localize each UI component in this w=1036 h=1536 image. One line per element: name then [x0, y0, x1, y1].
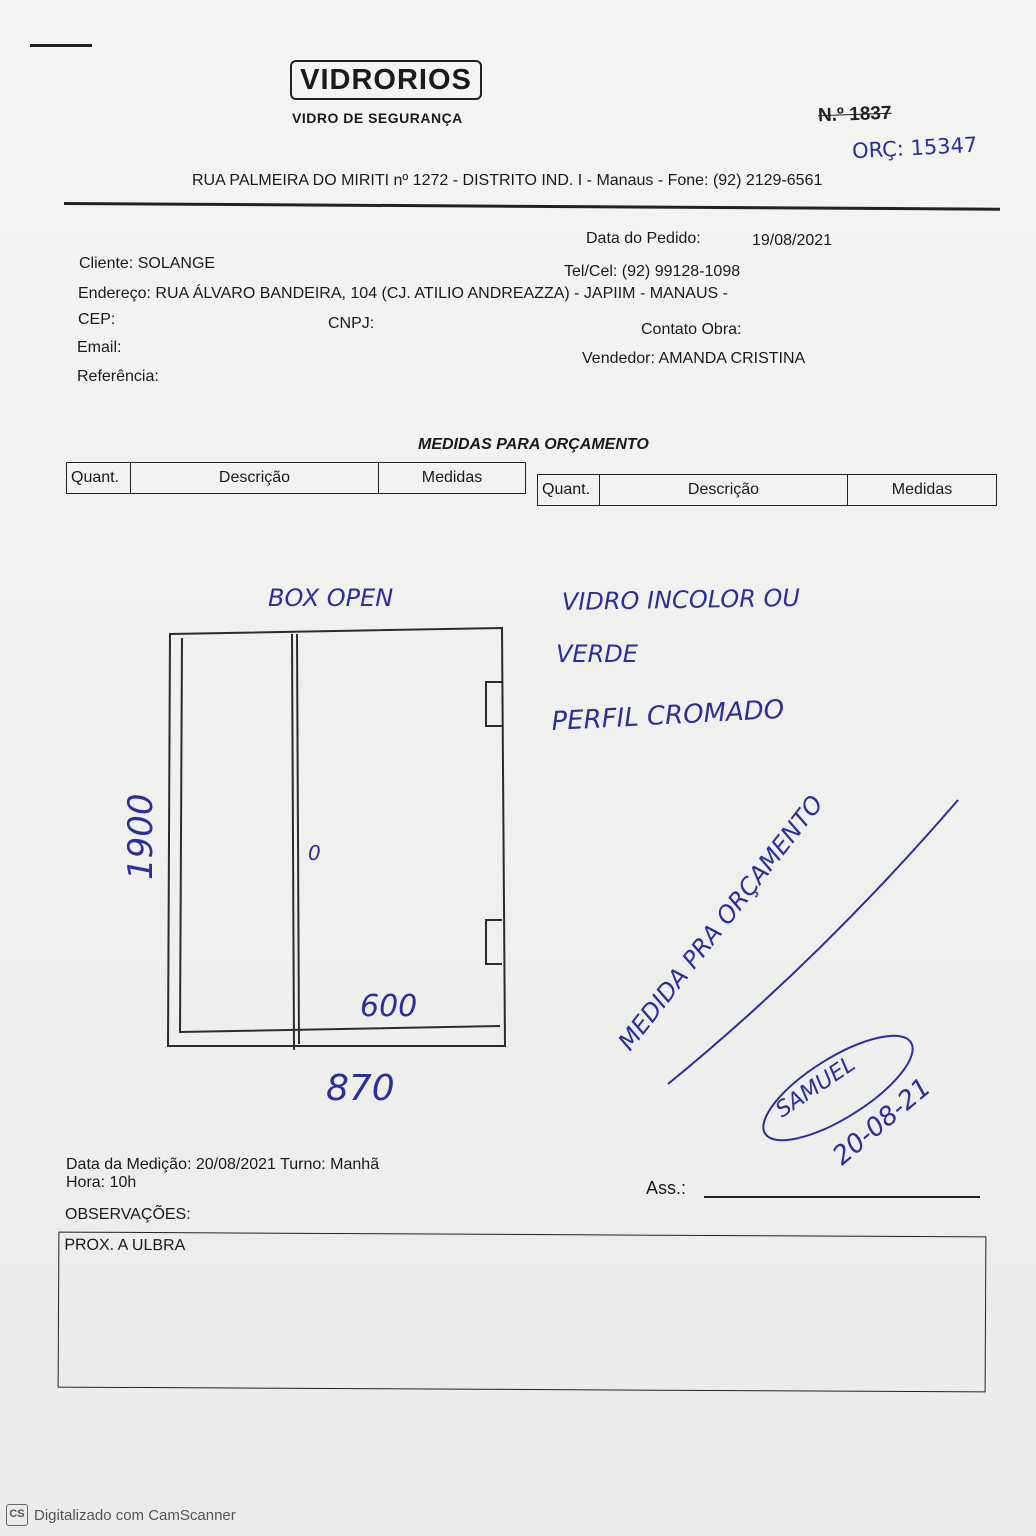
email-label: Email:: [77, 339, 122, 356]
hinge-bottom: [486, 920, 502, 964]
reference-label: Referência:: [77, 368, 159, 385]
client-name: Cliente: SOLANGE: [79, 255, 216, 272]
observations-text: PROX. A ULBRA: [64, 1236, 186, 1255]
diagonal-note: MEDIDA PRA ORÇAMENTO: [612, 790, 829, 1056]
cep-label: CEP:: [78, 311, 116, 328]
profile-note: PERFIL CROMADO: [550, 694, 785, 737]
camscanner-watermark: [6, 1504, 236, 1526]
company-logo: VIDRORIOS: [290, 60, 482, 100]
box-outer-frame: [168, 628, 505, 1046]
measurement-date: Data da Medição: 20/08/2021 Turno: Manhã: [66, 1156, 380, 1173]
observations-label: OBSERVAÇÕES:: [65, 1206, 191, 1223]
panel-divider-2: [297, 634, 299, 1044]
observations-box: [58, 1232, 987, 1393]
signature-name: SAMUEL: [771, 1051, 861, 1123]
table-title: MEDIDAS PARA ORÇAMENTO: [418, 436, 649, 453]
order-date-label: Data do Pedido:: [586, 230, 701, 247]
col-medidas: Medidas: [421, 469, 483, 486]
cnpj-label: CNPJ:: [328, 315, 375, 332]
signature-line: [704, 1196, 980, 1198]
col-descricao: Descrição: [131, 463, 379, 493]
company-tagline: VIDRO DE SEGURANÇA: [292, 110, 463, 126]
panel-divider: [292, 634, 294, 1050]
col-quant: Quant.: [538, 475, 600, 505]
col-descricao: Descrição: [600, 475, 848, 505]
hinge-top: [486, 682, 502, 726]
col-medidas: Medidas: [891, 481, 953, 498]
glass-note-1: VIDRO INCOLOR OU: [561, 583, 801, 616]
camscanner-text: Digitalizado com CamScanner: [34, 1506, 236, 1524]
client-address: Endereço: RUA ÁLVARO BANDEIRA, 104 (CJ. ATILIO ANDREAZZA) - JAPIIM - MANAUS -: [78, 285, 728, 302]
door-width-dimension: 600: [360, 989, 418, 1024]
order-date: 19/08/2021: [752, 232, 833, 249]
signature-label: Ass.:: [646, 1178, 687, 1198]
height-dimension: 1900: [121, 793, 161, 880]
box-inner-frame: [180, 638, 500, 1032]
handle-mark: 0: [308, 841, 321, 865]
client-phone: Tel/Cel: (92) 99128-1098: [564, 263, 741, 280]
col-quant: Quant.: [67, 463, 131, 493]
camscanner-logo: CS: [6, 1504, 28, 1526]
form-number: N.º 1837: [817, 102, 892, 127]
glass-note-2: VERDE: [556, 640, 638, 668]
signature-date: 20-08-21: [827, 1072, 937, 1172]
contact-label: Contato Obra:: [641, 321, 742, 338]
width-total-dimension: 870: [326, 1068, 395, 1109]
company-address: RUA PALMEIRA DO MIRITI nº 1272 - DISTRITO IND. I - Manaus - Fone: (92) 2129-6561: [192, 172, 823, 189]
salesperson: Vendedor: AMANDA CRISTINA: [582, 350, 806, 367]
box-open-note: BOX OPEN: [268, 584, 394, 612]
measurement-time: Hora: 10h: [66, 1174, 137, 1191]
budget-number: ORÇ: 15347: [851, 132, 978, 164]
